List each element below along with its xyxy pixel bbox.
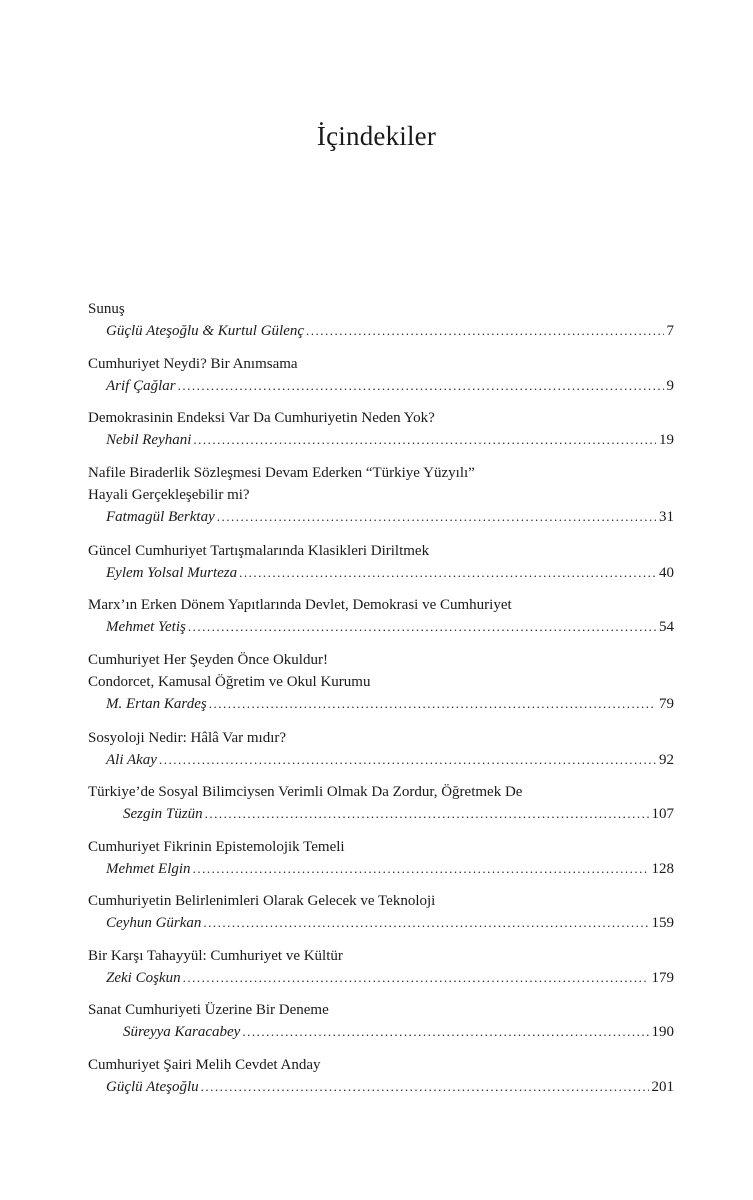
entry-author: Eylem Yolsal Murteza — [106, 564, 238, 581]
author-line — [88, 967, 674, 989]
dot-leader — [159, 749, 656, 771]
entry-page-number: 31 — [659, 508, 674, 525]
author-line — [88, 320, 674, 342]
entry-page-number: 92 — [659, 751, 674, 768]
entry-page-number: 201 — [651, 1078, 674, 1095]
dot-leader — [217, 506, 656, 528]
toc-entry — [88, 999, 674, 1054]
toc-entry — [88, 462, 674, 540]
dot-leader — [242, 1021, 648, 1043]
entry-page-number: 79 — [659, 695, 674, 712]
author-line — [88, 693, 674, 715]
author-line — [88, 1021, 674, 1043]
entry-title: Sunuş — [88, 301, 125, 317]
dot-leader — [239, 562, 656, 584]
toc-entry — [88, 594, 674, 649]
toc-entry — [88, 727, 674, 782]
entry-author: Güçlü Ateşoğlu — [106, 1078, 199, 1095]
entry-author: Güçlü Ateşoğlu & Kurtul Gülenç — [106, 323, 305, 339]
entry-title: Marx’ın Erken Dönem Yapıtlarında Devlet, Demokrasi ve Cumhuriyet — [88, 597, 512, 613]
toc-entry — [88, 353, 674, 408]
entry-author: Sezgin Tüzün — [123, 806, 203, 822]
entry-page-number: 19 — [659, 432, 674, 448]
entry-title: Cumhuriyet Fikrinin Epistemolojik Temeli — [88, 838, 345, 855]
toc-entry — [88, 649, 674, 727]
toc-entry — [88, 945, 674, 1000]
author-line — [88, 749, 674, 771]
dot-leader — [306, 320, 663, 342]
entry-author: Fatmagül Berktay — [106, 508, 215, 525]
entry-title: Sanat Cumhuriyeti Üzerine Bir Deneme — [88, 1002, 329, 1018]
entry-author: Arif Çağlar — [106, 377, 176, 394]
entry-title: Cumhuriyet Her Şeyden Önce Okuldur! — [88, 651, 328, 668]
dot-leader — [203, 912, 648, 934]
dot-leader — [201, 1076, 649, 1098]
entry-title: Türkiye’de Sosyal Bilimciysen Verimli Olmak Da Zordur, Öğretmek De — [88, 784, 523, 800]
entry-title: Cumhuriyet Şairi Melih Cevdet Anday — [88, 1056, 321, 1073]
author-line — [88, 375, 674, 397]
entry-page-number: 159 — [651, 915, 674, 931]
toc-entry — [88, 540, 674, 595]
entry-page-number: 179 — [651, 969, 674, 986]
dot-leader — [178, 375, 664, 397]
author-line — [88, 1076, 674, 1098]
toc-entry — [88, 890, 674, 945]
entry-page-number: 7 — [666, 323, 674, 339]
entry-title: Bir Karşı Tahayyül: Cumhuriyet ve Kültür — [88, 947, 343, 964]
dot-leader — [193, 429, 656, 451]
toc-entry — [88, 407, 674, 462]
entry-title-continued: Condorcet, Kamusal Öğretim ve Okul Kurumu — [88, 673, 371, 690]
dot-leader — [205, 803, 649, 825]
entry-title: Güncel Cumhuriyet Tartışmalarında Klasikleri Diriltmek — [88, 542, 430, 559]
entry-author: Ali Akay — [106, 751, 157, 768]
entry-author: Mehmet Yetiş — [106, 619, 186, 635]
entry-author: Nebil Reyhani — [106, 432, 192, 448]
toc-entry — [88, 781, 674, 836]
author-line — [88, 858, 674, 880]
entry-title: Cumhuriyet Neydi? Bir Anımsama — [88, 355, 298, 372]
dot-leader — [183, 967, 649, 989]
author-line — [88, 506, 674, 528]
author-line — [88, 429, 674, 451]
toc-entry — [88, 836, 674, 891]
entry-page-number: 107 — [651, 806, 674, 822]
entry-title-continued: Hayali Gerçekleşebilir mi? — [88, 486, 250, 503]
entry-author: Zeki Coşkun — [106, 969, 181, 986]
author-line — [88, 912, 674, 934]
author-line — [88, 803, 674, 825]
page-title: İçindekiler — [316, 121, 437, 151]
entry-title: Sosyoloji Nedir: Hâlâ Var mıdır? — [88, 729, 287, 746]
entry-author: Mehmet Elgin — [106, 860, 191, 877]
dot-leader — [193, 858, 649, 880]
toc-entry — [88, 298, 674, 353]
entry-author: M. Ertan Kardeş — [106, 695, 207, 712]
entry-title: Cumhuriyetin Belirlenimleri Olarak Gelecek ve Teknoloji — [88, 893, 436, 909]
entry-page-number: 40 — [659, 564, 674, 581]
author-line — [88, 562, 674, 584]
entry-title: Demokrasinin Endeksi Var Da Cumhuriyetin Neden Yok? — [88, 410, 435, 426]
dot-leader — [188, 616, 656, 638]
entry-page-number: 9 — [666, 377, 674, 394]
entry-page-number: 128 — [651, 860, 674, 877]
table-of-contents — [88, 298, 674, 1108]
entry-title: Nafile Biraderlik Sözleşmesi Devam Ederken “Türkiye Yüzyılı” — [88, 464, 475, 481]
author-line — [88, 616, 674, 638]
entry-page-number: 190 — [651, 1024, 674, 1040]
entry-author: Süreyya Karacabey — [123, 1024, 241, 1040]
entry-page-number: 54 — [659, 619, 674, 635]
dot-leader — [209, 693, 656, 715]
toc-entry — [88, 1054, 674, 1109]
entry-author: Ceyhun Gürkan — [106, 915, 202, 931]
